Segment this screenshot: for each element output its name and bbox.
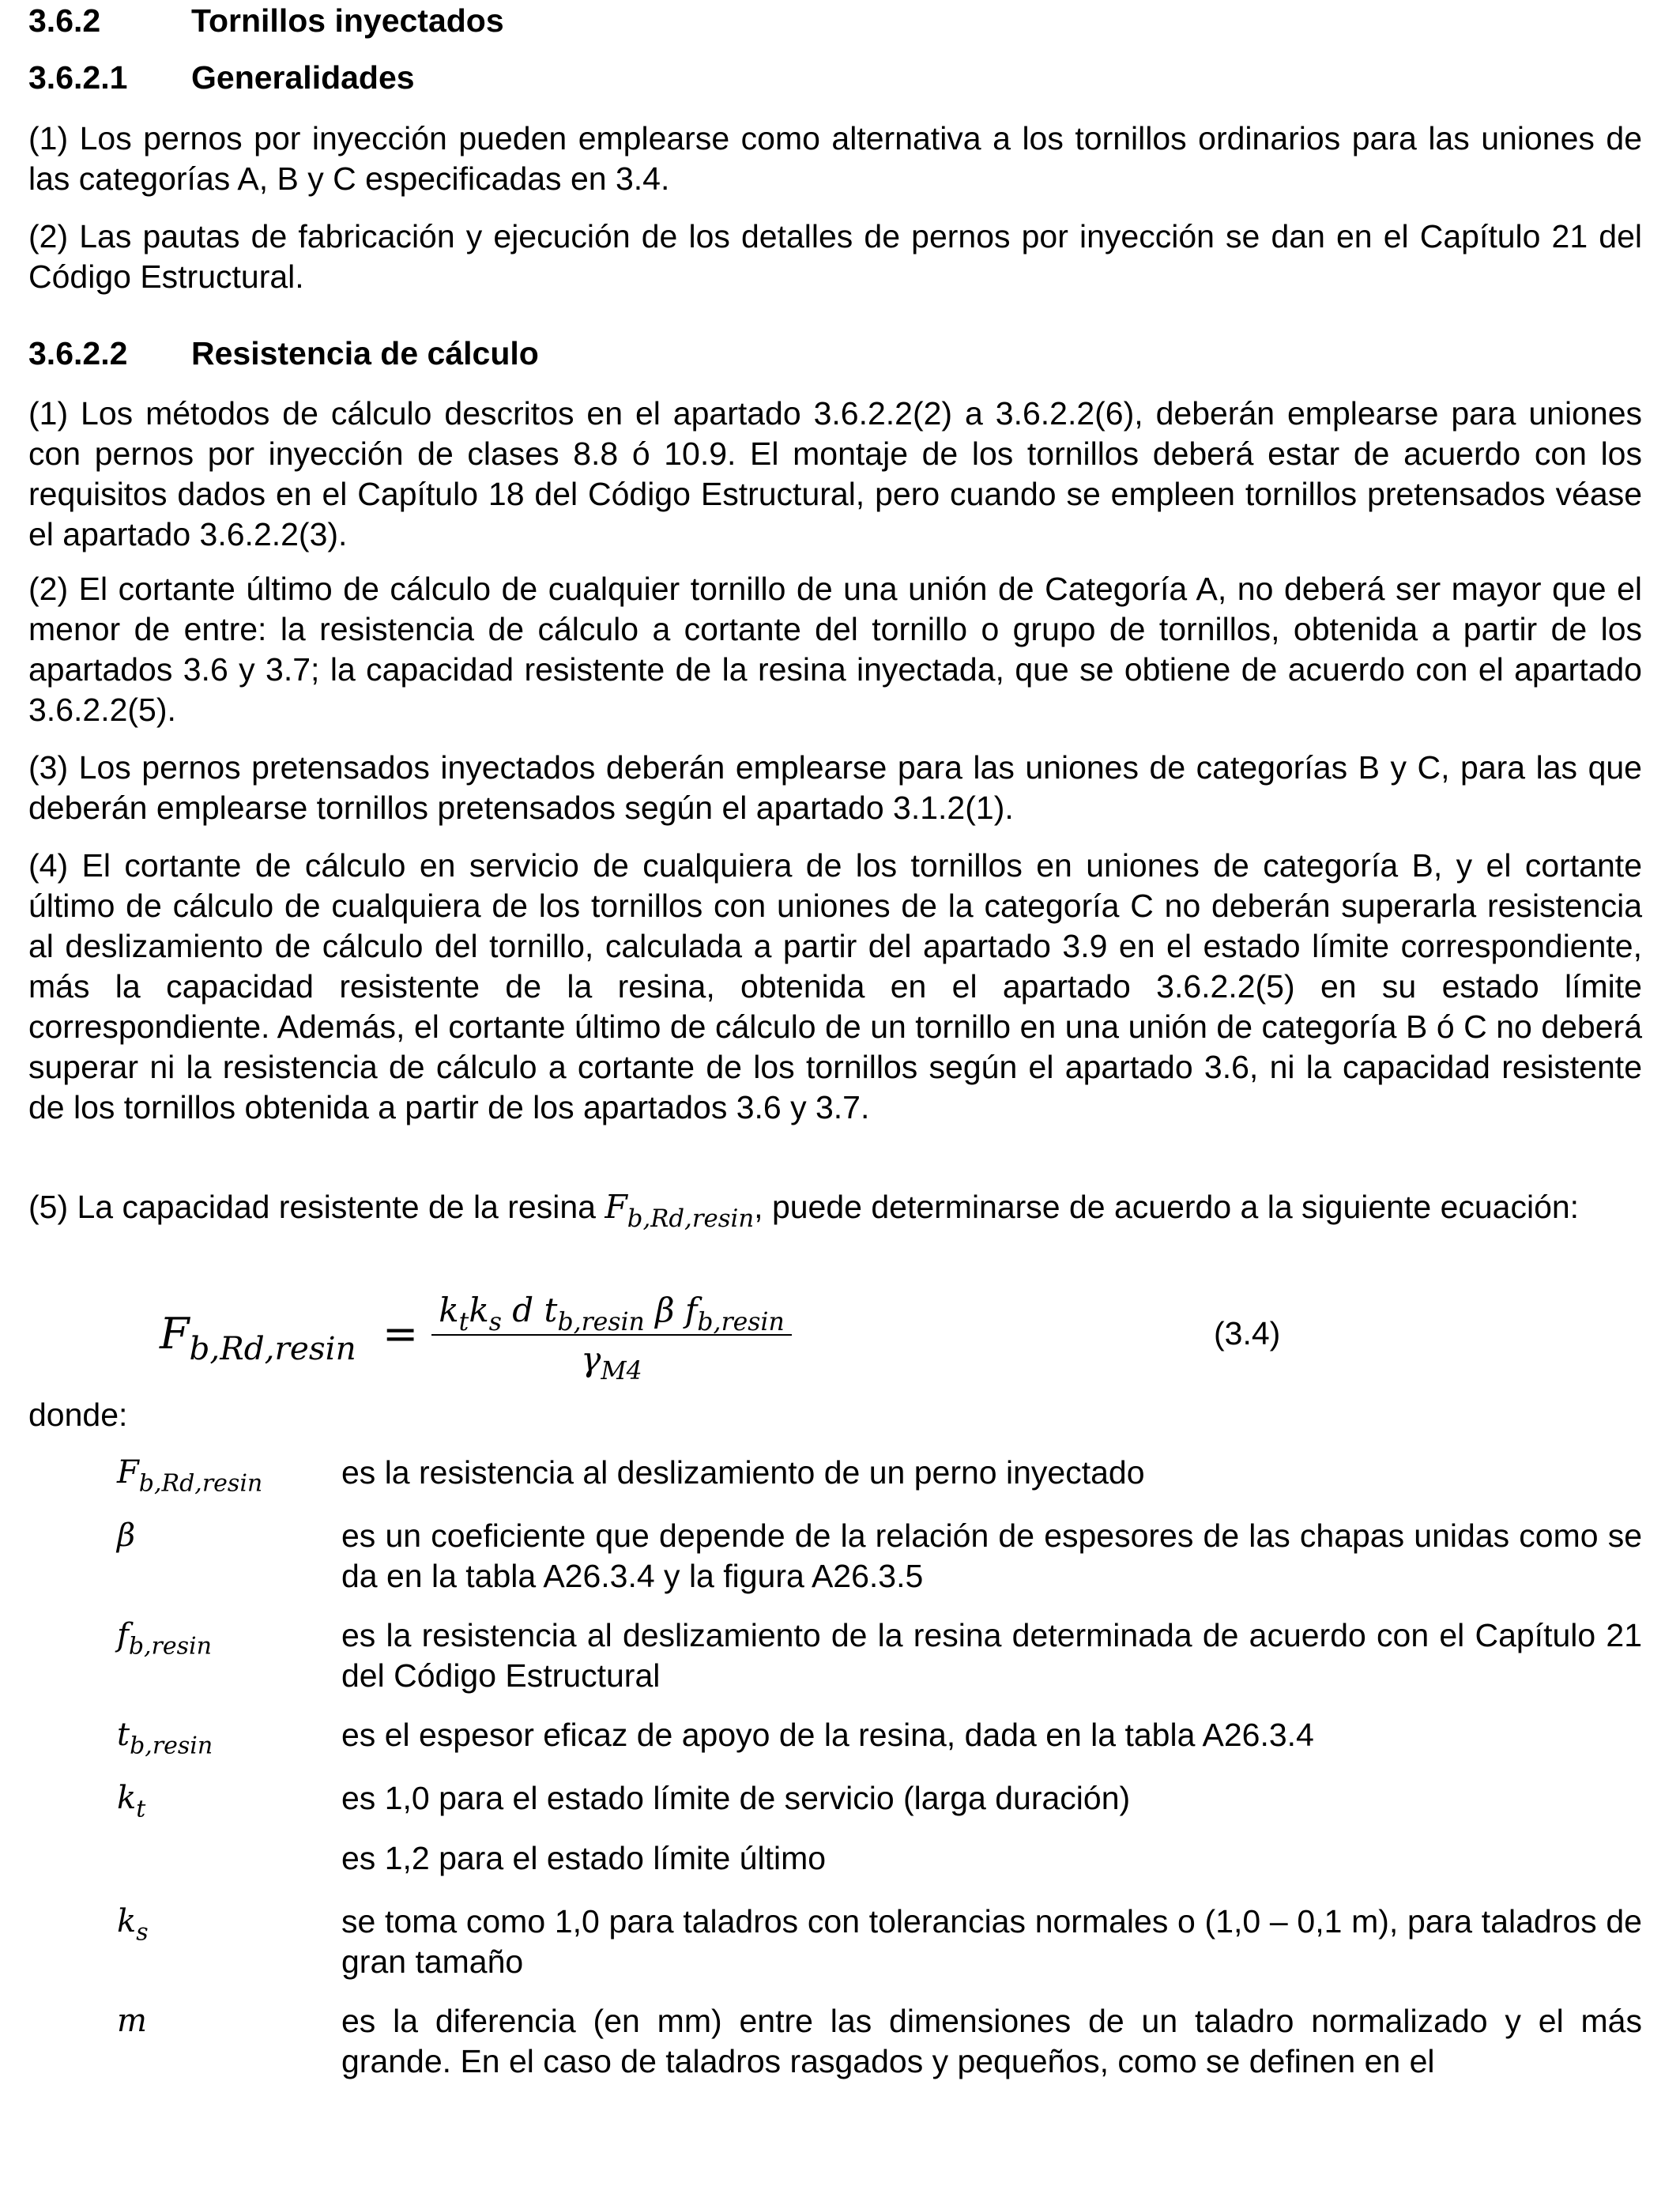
paragraph-resistencia-5 xyxy=(28,1187,1642,1233)
equation-number: (3.4) xyxy=(1214,1315,1281,1351)
heading-title: Generalidades xyxy=(191,59,415,96)
heading-title: Tornillos inyectados xyxy=(191,2,504,39)
paragraph-5-lead: (5) La capacidad resistente de la resina xyxy=(28,1189,605,1225)
definition-symbol: $f_{b,resin}$ xyxy=(117,1617,212,1661)
equation-denominator: $\gamma_{M4}$ xyxy=(581,1340,642,1386)
section-heading-3-6-2-1 xyxy=(28,58,415,98)
donde-label: donde: xyxy=(28,1397,128,1433)
definition-text: es el espesor eficaz de apoyo de la resina, dada en la tabla A26.3.4 xyxy=(341,1717,1314,1753)
paragraph-resistencia-3: (3) Los pernos pretensados inyectados deberán emplearse para las uniones de categorías B y C, para las que deberán emplearse tornillos pretensados según el apartado 3.1.2(1). xyxy=(28,749,1642,826)
equation-lhs: $F_{b,Rd,resin}$ xyxy=(160,1309,356,1368)
definition-text: se toma como 1,0 para taladros con tolerancias normales o (1,0 – 0,1 m), para taladros de gran tamaño xyxy=(341,1903,1642,1980)
inline-symbol-f-b-rd-resin: $F_{b,Rd,resin}$ xyxy=(605,1188,755,1233)
definition-symbol: $k_s$ xyxy=(117,1903,149,1947)
paragraph-generalidades-1: (1) Los pernos por inyección pueden emplearse como alternativa a los tornillos ordinarios para las uniones de las categorías A, B y C especificadas en 3.4. xyxy=(28,120,1642,197)
equation-fraction xyxy=(431,1290,792,1386)
section-heading-3-6-2 xyxy=(28,1,504,41)
definition-text: es 1,0 para el estado límite de servicio (larga duración) xyxy=(341,1780,1131,1816)
definition-symbol: $F_{b,Rd,resin}$ xyxy=(117,1454,263,1498)
definition-symbol: m xyxy=(117,2003,147,2039)
definition-text: es la resistencia al deslizamiento de la resina determinada de acuerdo con el Capítulo 21 del Código Estructural xyxy=(341,1617,1642,1694)
definition-text: es 1,2 para el estado límite último xyxy=(341,1840,827,1876)
heading-number: 3.6.2.1 xyxy=(28,59,128,96)
definition-text: es la resistencia al deslizamiento de un perno inyectado xyxy=(341,1454,1145,1491)
definition-symbol: $k_t$ xyxy=(117,1780,146,1823)
paragraph-resistencia-2: (2) El cortante último de cálculo de cualquier tornillo de una unión de Categoría A, no deberá ser mayor que el menor de entre: la resistencia de cálculo a cortante del tornillo o grupo de tornillos, obtenida a partir de los apartados 3.6 y 3.7; la capacidad resistente de la resina inyectada, que se obtiene de acuerdo con el apartado 3.6.2.2(5). xyxy=(28,571,1642,728)
definition-symbol: $t_{b,resin}$ xyxy=(117,1717,213,1760)
paragraph-resistencia-4: (4) El cortante de cálculo en servicio de cualquiera de los tornillos en uniones de categoría B, y el cortante último de cálculo de cualquiera de los tornillos con uniones de la categoría C no deberán superarla resistencia al deslizamiento de cálculo del tornillo, calculada a partir del apartado 3.9 en el estado límite correspondiente, más la capacidad resistente de la resina, obtenida en el apartado 3.6.2.2(5) en su estado límite correspondiente. Además, el cortante último de cálculo de un tornillo en una unión de categoría B ó C no deberá superar ni la resistencia de cálculo a cortante de los tornillos según el apartado 3.6, ni la capacidad resistente de los tornillos obtenida a partir de los apartados 3.6 y 3.7. xyxy=(28,847,1642,1125)
definition-text: es la diferencia (en mm) entre las dimensiones de un taladro normalizado y el más grande. En el caso de taladros rasgados y pequeños, como se definen en el xyxy=(341,2003,1642,2079)
equation-numerator: $k_tk_s$ d $t_{b,resin}$ β $f_{b,resin}$ xyxy=(439,1291,785,1337)
definition-symbol: β xyxy=(117,1517,136,1554)
equals-sign: = xyxy=(382,1309,419,1359)
heading-number: 3.6.2 xyxy=(28,2,101,39)
paragraph-resistencia-1: (1) Los métodos de cálculo descritos en el apartado 3.6.2.2(2) a 3.6.2.2(6), deberán emplearse para uniones con pernos por inyección de clases 8.8 ó 10.9. El montaje de los tornillos deberá estar de acuerdo con los requisitos dados en el Capítulo 18 del Código Estructural, pero cuando se empleen tornillos pretensados véase el apartado 3.6.2.2(3). xyxy=(28,395,1642,552)
paragraph-generalidades-2: (2) Las pautas de fabricación y ejecución de los detalles de pernos por inyección se dan en el Capítulo 21 del Código Estructural. xyxy=(28,218,1642,295)
heading-number: 3.6.2.2 xyxy=(28,335,128,371)
section-heading-3-6-2-2 xyxy=(28,334,539,374)
heading-title: Resistencia de cálculo xyxy=(191,335,539,371)
definition-text: es un coeficiente que depende de la relación de espesores de las chapas unidas como se da en la tabla A26.3.4 y la figura A26.3.5 xyxy=(341,1517,1642,1594)
paragraph-5-tail: , puede determinarse de acuerdo a la siguiente ecuación: xyxy=(754,1189,1580,1225)
